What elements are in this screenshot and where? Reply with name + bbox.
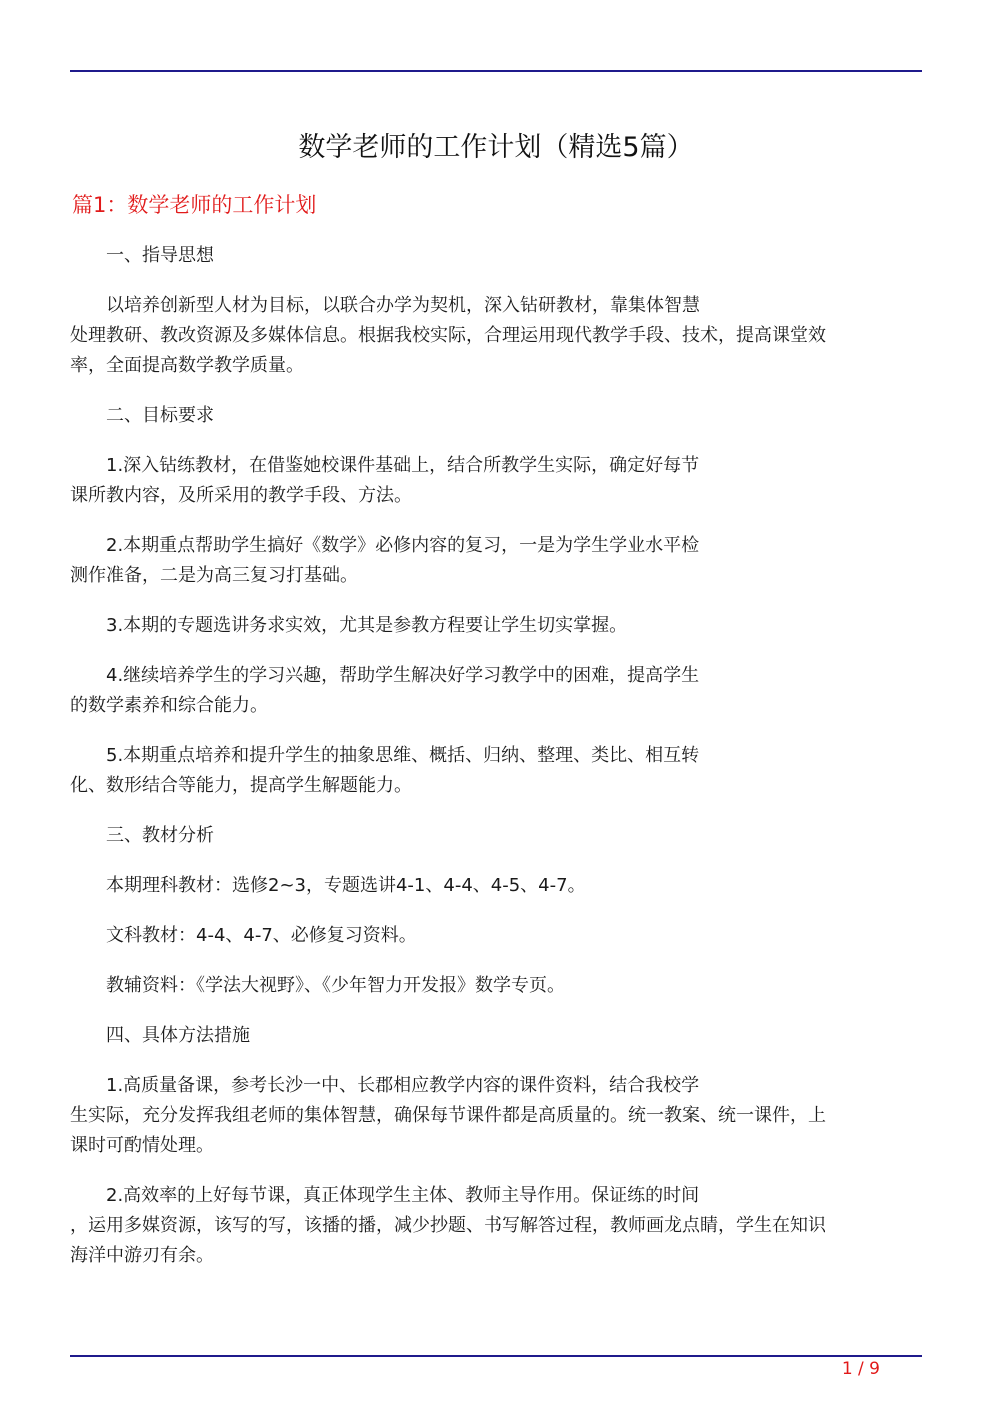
- paragraph-line: 海洋中游刃有余。: [70, 1245, 214, 1266]
- heading-goals: 二、目标要求: [70, 405, 214, 426]
- paragraph-line: 的数学素养和综合能力。: [70, 695, 268, 716]
- paragraph-line: 处理教研、教改资源及多媒体信息。根据我校实际，合理运用现代教学手段、技术，提高课堂效: [70, 325, 826, 346]
- paragraph-line: 化、数形结合等能力，提高学生解题能力。: [70, 775, 412, 796]
- paragraph-line: 课所教内容，及所采用的教学手段、方法。: [70, 485, 412, 506]
- paragraph-line: 本期理科教材：选修2~3，专题选讲4-1、4-4、4-5、4-7。: [70, 875, 586, 896]
- paragraph-line: ，运用多媒资源，该写的写，该播的播，减少抄题、书写解答过程，教师画龙点睛，学生在知识: [70, 1215, 826, 1236]
- header-rule: [70, 70, 922, 72]
- footer-rule: [70, 1355, 922, 1357]
- heading-materials-analysis: 三、教材分析: [70, 825, 214, 846]
- paragraph-line: 文科教材：4-4、4-7、必修复习资料。: [70, 925, 417, 946]
- paragraph-line: 3.本期的专题选讲务求实效，尤其是参教方程要让学生切实掌握。: [70, 615, 628, 636]
- paragraph-line: 1.深入钻练教材，在借鉴她校课件基础上，结合所教学生实际，确定好每节: [70, 455, 700, 476]
- paragraph-line: 2.高效率的上好每节课，真正体现学生主体、教师主导作用。保证练的时间: [70, 1185, 700, 1206]
- paragraph-line: 2.本期重点帮助学生搞好《数学》必修内容的复习，一是为学生学业水平检: [70, 535, 700, 556]
- heading-guiding-ideology: 一、指导思想: [70, 245, 214, 266]
- document-title: 数学老师的工作计划（精选5篇）: [298, 132, 694, 163]
- paragraph-line: 以培养创新型人材为目标，以联合办学为契机，深入钻研教材，靠集体智慧: [70, 295, 700, 316]
- paragraph-line: 教辅资料：《学法大视野》、《少年智力开发报》数学专页。: [70, 975, 565, 996]
- page-number: 1 / 9: [841, 1359, 880, 1379]
- paragraph-line: 测作准备，二是为高三复习打基础。: [70, 565, 358, 586]
- section-heading: 篇1：数学老师的工作计划: [72, 193, 317, 217]
- paragraph-line: 生实际，充分发挥我组老师的集体智慧，确保每节课件都是高质量的。统一教案、统一课件，上: [70, 1105, 826, 1126]
- paragraph-line: 率，全面提高数学教学质量。: [70, 355, 304, 376]
- paragraph-line: 1.高质量备课，参考长沙一中、长郡相应教学内容的课件资料，结合我校学: [70, 1075, 700, 1096]
- paragraph-line: 4.继续培养学生的学习兴趣，帮助学生解决好学习教学中的困难，提高学生: [70, 665, 700, 686]
- paragraph-line: 5.本期重点培养和提升学生的抽象思维、概括、归纳、整理、类比、相互转: [70, 745, 700, 766]
- heading-methods: 四、具体方法措施: [70, 1025, 250, 1046]
- paragraph-line: 课时可酌情处理。: [70, 1135, 214, 1156]
